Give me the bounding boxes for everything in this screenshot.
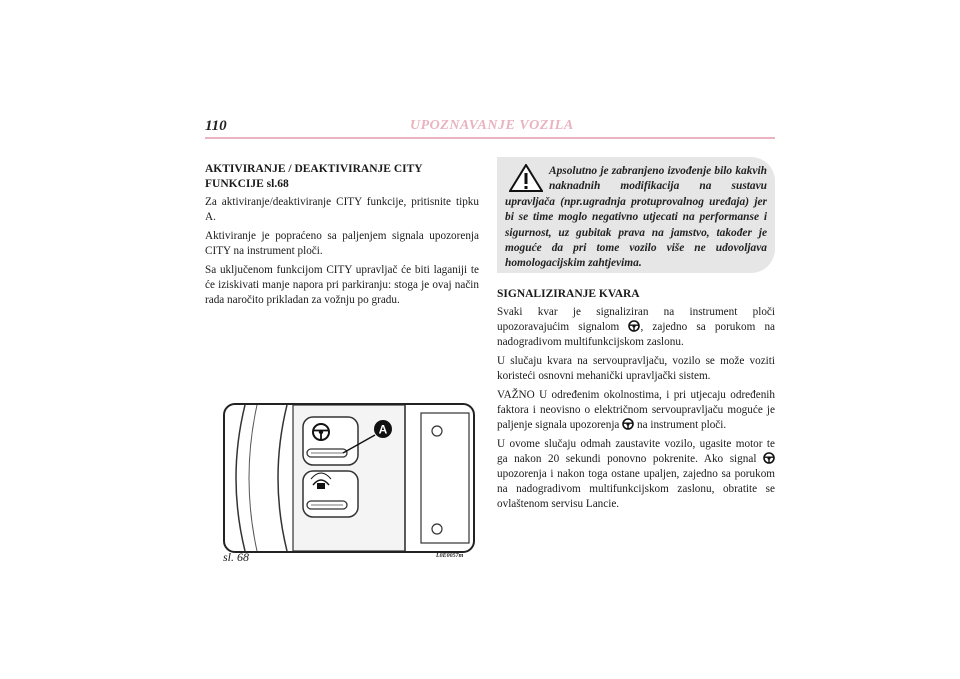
- text-segment: Svaki kvar je signaliziran na instrument ploči upozoravajućim signalom: [497, 306, 775, 333]
- text-segment: , zajedno sa porukom na nadogradivom multifunkcijskom zaslonu.: [497, 321, 776, 348]
- paragraph: Za aktiviranje/deaktiviranje CITY funkcije, pritisnite tipku A.: [205, 196, 479, 223]
- section-heading-fault: SIGNALIZIRANJE KVARA: [497, 288, 640, 300]
- text-segment: na instrument ploči.: [636, 419, 727, 431]
- figure-code: L0E0057m: [436, 553, 464, 559]
- text-segment: U ovome slučaju odmah zaustavite vozilo, ugasite motor te ga nakon 20 sekundi ponovno pokrenite. Ako signal: [497, 438, 775, 465]
- paragraph-important: [497, 388, 775, 433]
- running-header-title: UPOZNAVANJE VOZILA: [410, 118, 574, 133]
- paragraph: Sa uključenom funkcijom CITY upravljač će biti laganiji te će iziskivati manje napora pri parkiranju: stoga je ovaj način rada naročito prikladan za vožnju po gradu.: [205, 264, 479, 306]
- section-heading-city: AKTIVIRANJE / DEAKTIVIRANJE CITY FUNKCIJE sl.68: [205, 163, 423, 190]
- steering-wheel-warning-icon: [763, 452, 775, 464]
- right-column: [497, 287, 775, 516]
- text-segment: VAŽNO U određenim okolnostima, i pri utjecaju određenih faktora i neovisno o električnom servoupravljaču moguće je paljenje signala upozorenja: [497, 389, 775, 431]
- paragraph-fault-signal: [497, 305, 775, 350]
- paragraph: Aktiviranje je popraćeno sa paljenjem signala upozorenja CITY na instrument ploči.: [205, 230, 479, 257]
- left-column: [205, 162, 479, 312]
- callout-a-label: A: [378, 422, 388, 437]
- callout-a-badge: [374, 420, 392, 438]
- text-segment: upozorenja i nakon toga ostane upaljen, zajedno sa porukom na nadogradivom multifunkcijskom zaslonu, obratite se ovlaštenom servisu Lancie.: [497, 468, 775, 510]
- warning-box: [497, 157, 775, 273]
- steering-wheel-warning-icon: [622, 418, 634, 430]
- header-divider: [205, 137, 775, 139]
- warning-triangle-icon: [509, 164, 543, 192]
- steering-wheel-warning-icon: [628, 320, 640, 332]
- dashboard-illustration: [225, 405, 473, 551]
- paragraph: U slučaju kvara na servoupravljaču, vozilo se može voziti koristeći osnovni mehanički upravljački sistem.: [497, 355, 775, 382]
- paragraph-action: [497, 437, 775, 512]
- figure-city-button: [223, 403, 475, 553]
- figure-caption: sl. 68: [223, 550, 250, 564]
- warning-text: Apsolutno je zabranjeno izvođenje bilo kakvih naknadnih modifikacija na sustavu upravljača (npr.ugradnja protuprovalnog uređaja) jer bi se time moglo negativno utjecati na performanse i sigurnost, uz gubitak prava na jamstvo, također je moguće da pri tome vozilo više ne udovoljava homologacijskim zahtjevima.: [505, 165, 767, 270]
- page-number: 110: [205, 118, 227, 134]
